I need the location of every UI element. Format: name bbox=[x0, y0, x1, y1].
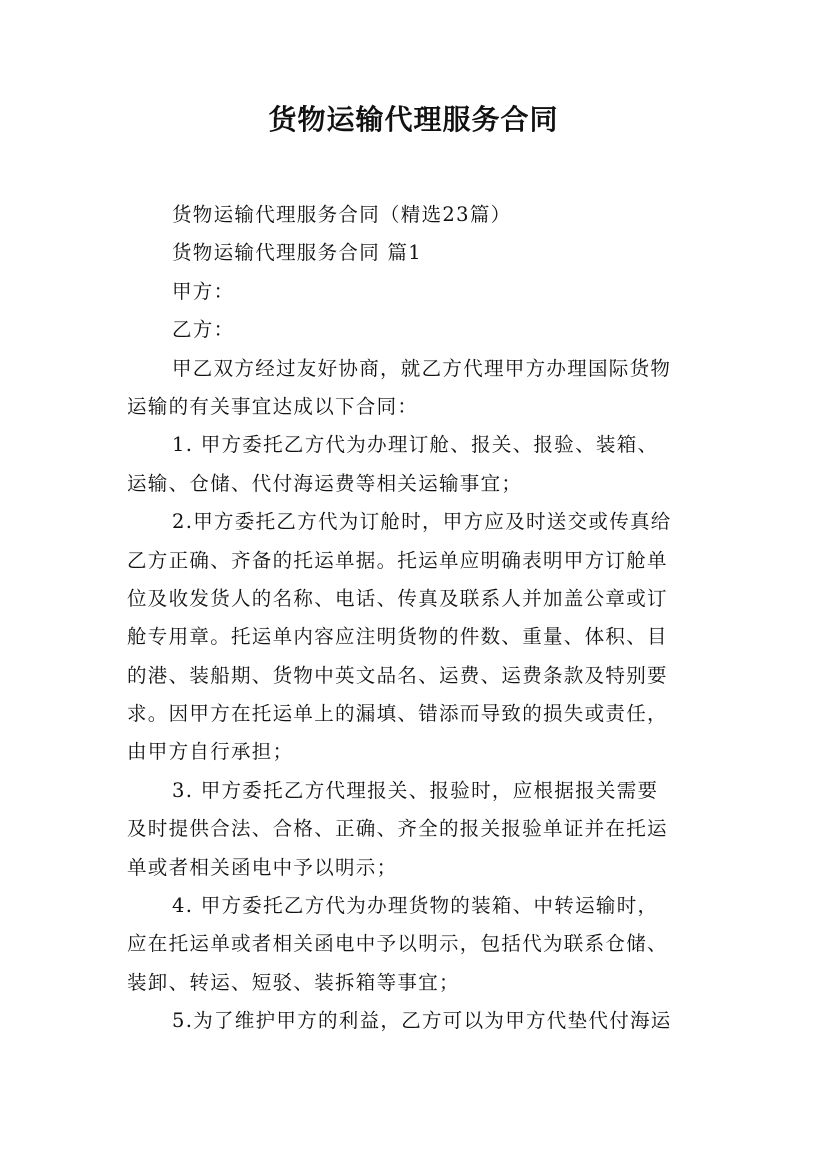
text-line: 及时提供合法、合格、正确、齐全的报关报验单证并在托运 bbox=[127, 817, 668, 841]
text-line: 的港、装船期、货物中英文品名、运费、运费条款及特别要 bbox=[127, 663, 668, 687]
text-line: 5.为了维护甲方的利益，乙方可以为甲方代垫代付海运 bbox=[172, 1009, 672, 1033]
text-line: 乙方正确、齐备的托运单据。托运单应明确表明甲方订舱单 bbox=[127, 548, 668, 572]
text-line: 货物运输代理服务合同（精选23篇） bbox=[172, 203, 512, 226]
text-line: 单或者相关函电中予以明示； bbox=[127, 855, 398, 879]
text-line: 舱专用章。托运单内容应注明货物的件数、重量、体积、目 bbox=[127, 625, 668, 649]
text-line: 甲乙双方经过友好协商，就乙方代理甲方办理国际货物 bbox=[172, 356, 672, 380]
text-line: 1. 甲方委托乙方代为办理订舱、报关、报验、装箱、 bbox=[172, 433, 659, 457]
text-line: 装卸、转运、短驳、装拆箱等事宜； bbox=[127, 970, 460, 994]
text-line: 运输、仓储、代付海运费等相关运输事宜； bbox=[127, 471, 523, 495]
document-title: 货物运输代理服务合同 bbox=[268, 103, 559, 136]
text-line: 由甲方自行承担； bbox=[127, 740, 294, 764]
text-line: 乙方： bbox=[172, 318, 235, 342]
text-line: 应在托运单或者相关函电中予以明示，包括代为联系仓储、 bbox=[127, 932, 668, 956]
text-line: 货物运输代理服务合同 篇1 bbox=[172, 241, 423, 265]
text-line: 位及收发货人的名称、电话、传真及联系人并加盖公章或订 bbox=[127, 586, 668, 610]
text-line: 求。因甲方在托运单上的漏填、错添而导致的损失或责任， bbox=[127, 702, 668, 726]
text-line: 2.甲方委托乙方代为订舱时，甲方应及时送交或传真给 bbox=[172, 510, 672, 534]
text-line: 甲方： bbox=[172, 279, 235, 303]
document-body bbox=[127, 196, 717, 1041]
text-line: 运输的有关事宜达成以下合同： bbox=[127, 394, 419, 418]
text-line: 3. 甲方委托乙方代理报关、报验时，应根据报关需要 bbox=[172, 778, 659, 802]
text-line: 4. 甲方委托乙方代为办理货物的装箱、中转运输时， bbox=[172, 894, 659, 918]
